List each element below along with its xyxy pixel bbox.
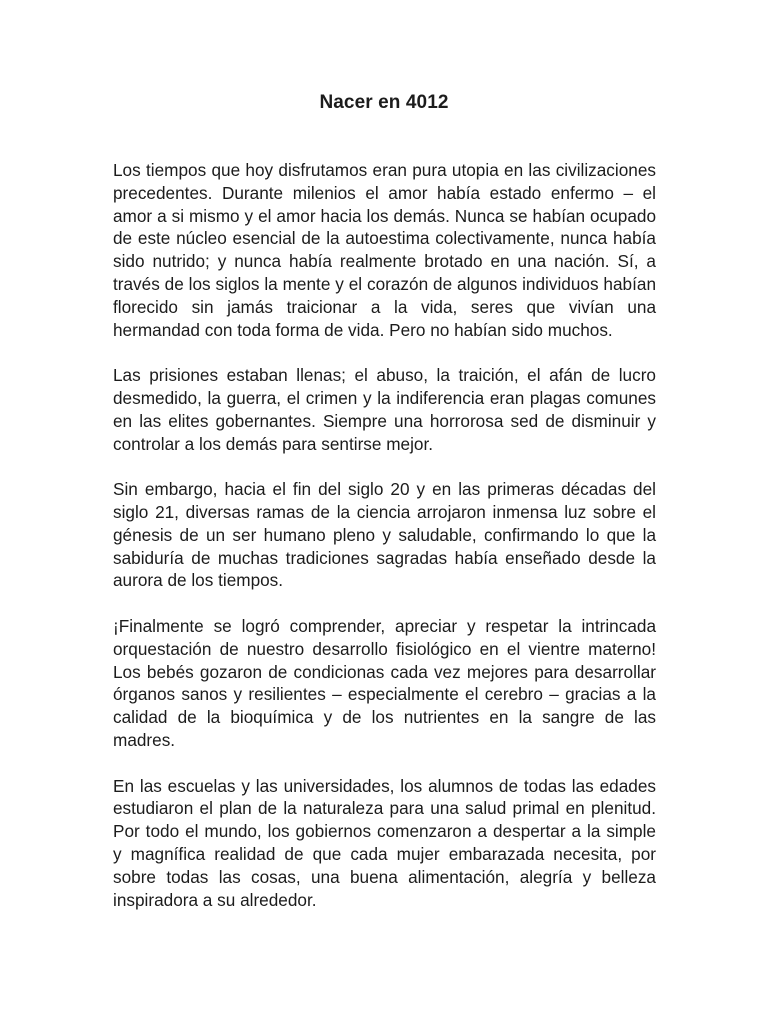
paragraph-5: En las escuelas y las universidades, los alumnos de todas las edades estudiaron el plan de la naturaleza para una salud primal en plenitud. Por todo el mundo, los gobiernos comenzaron a despertar a la simple y magnífica realidad de que cada mujer embarazada necesita, por sobre todas las cosas, una buena alimentación, alegría y belleza inspiradora a su alrededor. — [113, 775, 656, 910]
paragraph-3: Sin embargo, hacia el fin del siglo 20 y en las primeras décadas del siglo 21, diversas ramas de la ciencia arrojaron inmensa luz sobre el génesis de un ser humano pleno y saludable, confirmando lo que la sabiduría de muchas tradiciones sagradas había enseñado desde la aurora de los tiempos. — [113, 479, 656, 591]
paragraph-1: Los tiempos que hoy disfrutamos eran pura utopia en las civilizaciones precedentes. Durante milenios el amor había estado enfermo – el amor a si mismo y el amor hacia los demás. Nunca se habían ocupado de este núcleo esencial de la autoestima colectivamente, nunca había sido nutrido; y nunca había realmente brotado en una nación. Sí, a través de los siglos la mente y el corazón de algunos individuos habían florecido sin jamás traicionar a la vida, seres que vivían una hermandad con toda forma de vida. Pero no habían sido muchos. — [113, 160, 656, 340]
paragraph-4: ¡Finalmente se logró comprender, apreciar y respetar la intrincada orquestación de nuestro desarrollo fisiológico en el vientre materno! Los bebés gozaron de condicionas cada vez mejores para desarrollar órganos sanos y resilientes – especialmente el cerebro – gracias a la calidad de la bioquímica y de los nutrientes en la sangre de las madres. — [113, 615, 656, 750]
document-title: Nacer en 4012 — [319, 92, 449, 113]
paragraph-2: Las prisiones estaban llenas; el abuso, la traición, el afán de lucro desmedido, la guerra, el crimen y la indiferencia eran plagas comunes en las elites gobernantes. Siempre una horrorosa sed de disminuir y controlar a los demás para sentirse mejor. — [113, 365, 656, 454]
document-body — [113, 159, 656, 934]
